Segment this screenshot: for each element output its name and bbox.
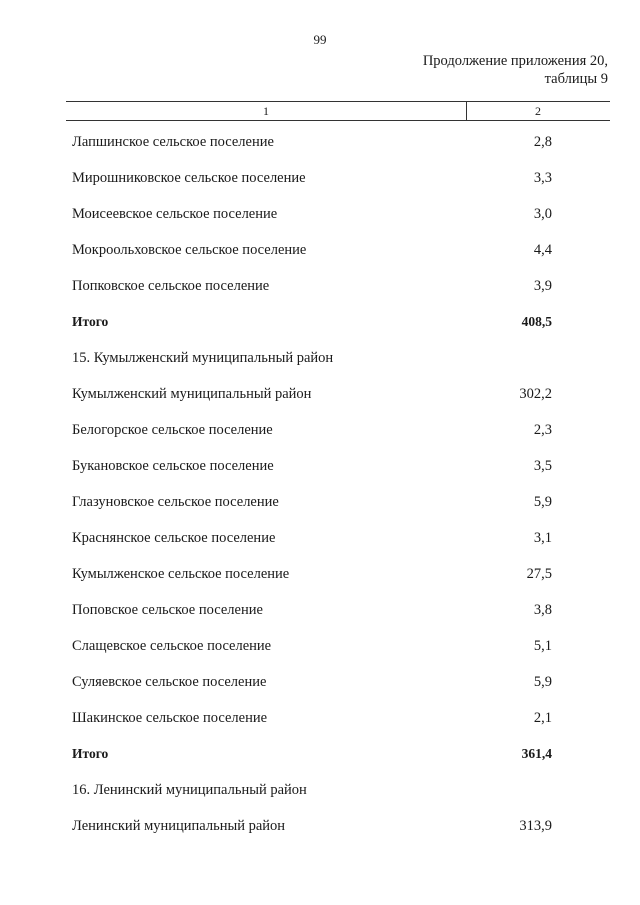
- table-row: [72, 674, 552, 710]
- row-value: 302,2: [519, 386, 552, 402]
- table-body: [72, 134, 552, 854]
- row-value: 5,9: [533, 494, 552, 510]
- row-value: 3,1: [533, 530, 552, 546]
- row-value: 2,3: [533, 422, 552, 438]
- row-name: Лапшинское сельское поселение: [72, 134, 274, 150]
- section-heading-row: [72, 350, 552, 386]
- table-row: [72, 386, 552, 422]
- row-value: 5,9: [533, 674, 552, 690]
- column-header-2: 2: [535, 104, 541, 118]
- total-row: [72, 746, 552, 782]
- row-name: Кумылженский муниципальный район: [72, 386, 312, 402]
- continuation-note: [423, 52, 608, 88]
- table-row: [72, 638, 552, 674]
- section-heading-row: [72, 782, 552, 818]
- table-row: [72, 494, 552, 530]
- row-name: Попковское сельское поселение: [72, 278, 270, 294]
- row-value: 27,5: [526, 566, 552, 582]
- page-number: 99: [313, 32, 327, 47]
- continuation-line-1: Продолжение приложения 20,: [422, 53, 608, 69]
- table-row: [72, 458, 552, 494]
- row-name: Итого: [72, 314, 109, 329]
- table-row: [72, 170, 552, 206]
- row-name: Слащевское сельское поселение: [72, 638, 272, 654]
- table-row: [72, 242, 552, 278]
- row-value: 3,8: [533, 602, 552, 618]
- row-value: 361,4: [521, 746, 552, 761]
- table-row: [72, 530, 552, 566]
- table-header: [66, 101, 610, 121]
- table-row: [72, 818, 552, 854]
- table-row: [72, 422, 552, 458]
- row-name: Шакинское сельское поселение: [72, 710, 268, 726]
- row-value: 2,1: [533, 710, 552, 726]
- row-value: 4,4: [533, 242, 552, 258]
- row-name: 16. Ленинский муниципальный район: [72, 782, 307, 798]
- row-name: 15. Кумылженский муниципальный район: [72, 350, 334, 366]
- table-row: [72, 134, 552, 170]
- table-row: [72, 278, 552, 314]
- continuation-line-2: таблицы 9: [544, 71, 608, 87]
- row-name: Поповское сельское поселение: [72, 602, 263, 618]
- row-name: Мокроольховское сельское поселение: [72, 242, 307, 258]
- row-name: Суляевское сельское поселение: [72, 674, 267, 690]
- table-row: [72, 566, 552, 602]
- table-row: [72, 710, 552, 746]
- row-name: Итого: [72, 746, 109, 761]
- row-name: Моисеевское сельское поселение: [72, 206, 278, 222]
- table-row: [72, 602, 552, 638]
- row-value: 3,5: [533, 458, 552, 474]
- row-value: 3,3: [533, 170, 552, 186]
- row-value: 2,8: [533, 134, 552, 150]
- total-row: [72, 314, 552, 350]
- row-name: Мирошниковское сельское поселение: [72, 170, 306, 186]
- row-name: Глазуновское сельское поселение: [72, 494, 279, 510]
- row-name: Ленинский муниципальный район: [72, 818, 286, 834]
- row-name: Букановское сельское поселение: [72, 458, 274, 474]
- row-value: 3,0: [533, 206, 552, 222]
- column-header-1: 1: [263, 104, 269, 118]
- row-name: Кумылженское сельское поселение: [72, 566, 290, 582]
- row-value: 3,9: [533, 278, 552, 294]
- row-name: Белогорское сельское поселение: [72, 422, 273, 438]
- row-name: Краснянское сельское поселение: [72, 530, 276, 546]
- row-value: 408,5: [521, 314, 552, 329]
- row-value: 313,9: [519, 818, 552, 834]
- row-value: 5,1: [533, 638, 552, 654]
- table-row: [72, 206, 552, 242]
